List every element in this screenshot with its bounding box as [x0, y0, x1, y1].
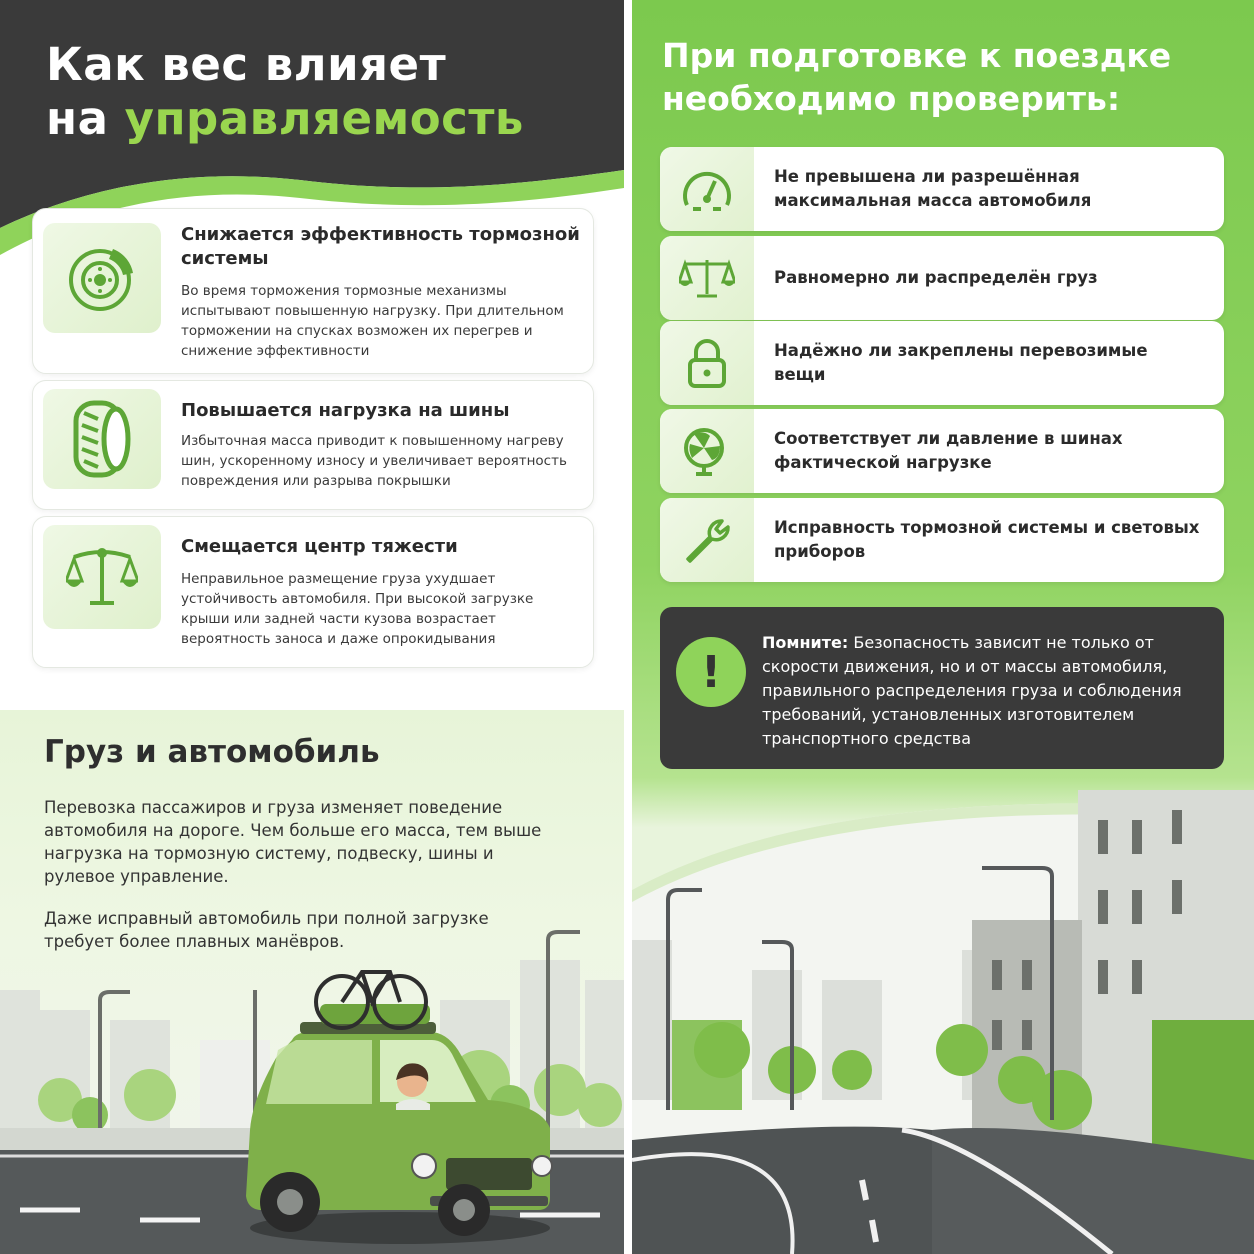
card-title: Повышается нагрузка на шины: [181, 400, 510, 421]
check-item-load-distribution: [660, 236, 1224, 320]
card-title: Смещается центр тяжести: [181, 536, 458, 557]
check-item-text: Соответствует ли давление в шинах фактической нагрузке: [774, 429, 1123, 472]
check-item-max-mass: [660, 147, 1224, 231]
city-road-illustration: [632, 780, 1254, 1254]
scales-icon: [43, 525, 161, 629]
section-paragraph: Даже исправный автомобиль при полной загрузке требует более плавных манёвров.: [44, 909, 489, 951]
checklist-title: При подготовке к поездке необходимо проверить:: [662, 36, 1172, 118]
card-tires: [32, 380, 594, 510]
card-brakes: [32, 208, 594, 374]
padlock-icon: [660, 321, 754, 405]
balance-icon: [660, 236, 754, 320]
panel-divider: [624, 0, 632, 1254]
right-panel: [632, 0, 1254, 1254]
check-item-brakes-lights: [660, 498, 1224, 582]
card-center-of-gravity: [32, 516, 594, 668]
brake-disc-icon: [43, 223, 161, 333]
reminder-label: Помните:: [762, 633, 849, 652]
reminder-text: [762, 631, 1202, 751]
check-item-text: Равномерно ли распределён груз: [774, 268, 1098, 287]
main-title: Как вес влияет на управляемость: [46, 38, 524, 145]
tire-icon: [43, 389, 161, 489]
city-street-illustration: [0, 710, 624, 1254]
cargo-section: [0, 710, 624, 1254]
card-text: Избыточная масса приводит к повышенному нагреву шин, ускоренному износу и увеличивает вероятность повреждения или разрыва покрышки: [181, 433, 567, 489]
check-item-text: Надёжно ли закреплены перевозимые вещи: [774, 341, 1148, 384]
check-item-tire-pressure: [660, 409, 1224, 493]
gauge-icon: [660, 147, 754, 231]
section-title: Груз и автомобиль: [44, 734, 380, 770]
card-title: Снижается эффективность тормозной системы: [181, 224, 580, 269]
check-item-text: Исправность тормозной системы и световых приборов: [774, 518, 1200, 561]
check-item-text: Не превышена ли разрешённая максимальная масса автомобиля: [774, 167, 1092, 210]
tire-pressure-icon: [660, 409, 754, 493]
reminder-body: Безопасность зависит не только от скорости движения, но и от массы автомобиля, правильного распределения груза и соблюдения требований, установленных изготовителем транспортного средства: [762, 633, 1182, 748]
left-panel: [0, 0, 624, 1254]
section-paragraph: Перевозка пассажиров и груза изменяет поведение автомобиля на дороге. Чем больше его масса, тем выше нагрузка на тормозную систему, подвеску, шины и рулевое управление.: [44, 798, 542, 886]
card-text: Неправильное размещение груза ухудшает устойчивость автомобиля. При высокой загрузке крыши или задней части кузова возрастает вероятность заноса и даже опрокидывания: [181, 571, 534, 647]
check-item-secured-items: [660, 321, 1224, 405]
card-text: Во время торможения тормозные механизмы испытывают повышенную нагрузку. При длительном торможении на спусках возможен их перегрев и снижение эффективности: [181, 283, 564, 359]
exclamation-icon: !: [676, 637, 746, 707]
reminder-box: [660, 607, 1224, 769]
wrench-icon: [660, 498, 754, 582]
